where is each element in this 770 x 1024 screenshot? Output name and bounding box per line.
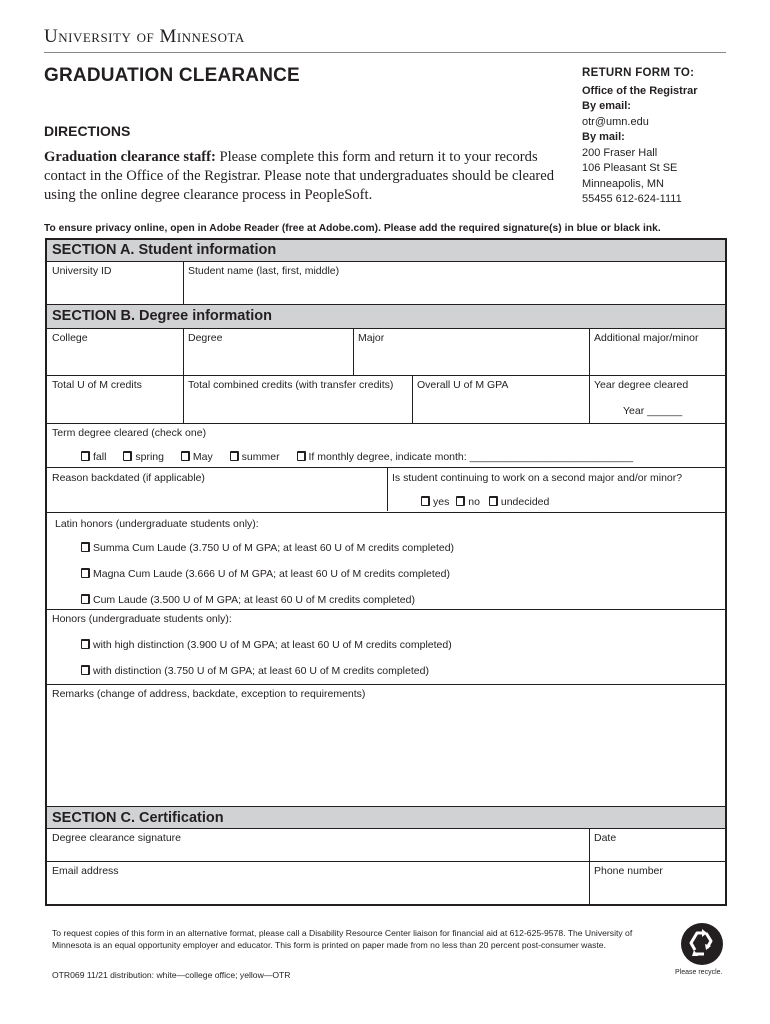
divider: [47, 423, 725, 424]
by-mail-label: By mail:: [582, 131, 625, 143]
remarks-field[interactable]: Remarks (change of address, backdate, exception to requirements): [52, 688, 366, 700]
term-fall-option[interactable]: [81, 451, 106, 463]
header-rule: [44, 52, 726, 53]
privacy-note: To ensure privacy online, open in Adobe Reader (free at Adobe.com). Please add the required signature(s) in blue or black ink.: [44, 223, 661, 234]
summa-label: Summa Cum Laude (3.750 U of M GPA; at least 60 U of M credits completed): [93, 542, 455, 554]
reason-backdated-field[interactable]: Reason backdated (if applicable): [52, 472, 205, 484]
gpa-field[interactable]: Overall U of M GPA: [417, 379, 509, 391]
checkbox-icon[interactable]: [297, 451, 306, 461]
footer-text: To request copies of this form in an alternative format, please call a Disability Resource Center liaison for financial aid at 612-625-9578. The University of Minnesota is an equal opportunity employer and educator. This form is printed on paper made from no less than 20 percent post-consumer waste.: [52, 928, 633, 951]
additional-major-field[interactable]: Additional major/minor: [594, 332, 699, 344]
term-summer-label: summer: [241, 451, 280, 463]
directions-body: Please complete this form and return it to your records contact in the Office of the Registrar. Please note that undergraduates should be cleared using the online degree clearance process in PeopleSoft.: [44, 149, 555, 203]
university-id-field[interactable]: University ID: [52, 265, 112, 277]
college-field[interactable]: College: [52, 332, 88, 344]
continuing-yes-label: yes: [433, 496, 450, 508]
checkbox-icon[interactable]: [81, 451, 90, 461]
combined-credits-field[interactable]: Total combined credits (with transfer credits): [188, 379, 394, 391]
section-b-header: SECTION B. Degree information: [47, 305, 725, 329]
address-line-1: 200 Fraser Hall: [582, 146, 658, 159]
checkbox-icon[interactable]: [81, 568, 90, 578]
divider: [47, 609, 725, 610]
directions-heading: DIRECTIONS: [44, 123, 131, 139]
section-c-header: SECTION C. Certification: [47, 807, 725, 829]
checkbox-icon[interactable]: [81, 665, 90, 675]
term-label: Term degree cleared (check one): [52, 427, 207, 439]
cum-laude-option[interactable]: [81, 594, 415, 606]
clearance-form: [45, 238, 727, 906]
distinction-option[interactable]: [81, 665, 429, 677]
continuing-undecided-option[interactable]: [489, 496, 549, 508]
year-blank[interactable]: Year ______: [623, 405, 683, 417]
term-spring-label: spring: [135, 451, 164, 463]
return-address: [582, 66, 698, 208]
term-monthly-label: If monthly degree, indicate month: ____________________________: [308, 451, 634, 463]
directions-text: [44, 148, 564, 205]
degree-field[interactable]: Degree: [188, 332, 223, 344]
phone-field[interactable]: Phone number: [594, 865, 663, 877]
checkbox-icon[interactable]: [123, 451, 132, 461]
checkbox-icon[interactable]: [181, 451, 190, 461]
checkbox-icon[interactable]: [81, 542, 90, 552]
return-email[interactable]: otr@umn.edu: [582, 115, 649, 128]
term-fall-label: fall: [93, 451, 107, 463]
address-line-3: Minneapolis, MN: [582, 177, 664, 190]
continuing-yes-option[interactable]: [421, 496, 449, 508]
email-field[interactable]: Email address: [52, 865, 119, 877]
major-field[interactable]: Major: [358, 332, 385, 344]
cum-laude-label: Cum Laude (3.500 U of M GPA; at least 60 U of M credits completed): [93, 594, 415, 606]
summa-option[interactable]: [81, 542, 454, 554]
year-cleared-field[interactable]: Year degree cleared: [594, 379, 689, 391]
high-distinction-option[interactable]: [81, 639, 452, 651]
directions-lead: Graduation clearance staff:: [44, 149, 216, 165]
latin-honors-label: Latin honors (undergraduate students only):: [55, 518, 259, 530]
checkbox-icon[interactable]: [456, 496, 465, 506]
term-may-option[interactable]: [181, 451, 213, 463]
term-summer-option[interactable]: [230, 451, 280, 463]
divider: [387, 467, 388, 511]
checkbox-icon[interactable]: [81, 639, 90, 649]
recycle-label: Please recycle.: [675, 969, 723, 976]
student-name-field[interactable]: Student name (last, first, middle): [188, 265, 340, 277]
return-office: Office of the Registrar: [582, 84, 698, 97]
continuing-options: [421, 496, 549, 508]
divider: [47, 467, 725, 468]
address-line-2: 106 Pleasant St SE: [582, 162, 678, 174]
term-spring-option[interactable]: [123, 451, 164, 463]
return-label: RETURN FORM TO:: [582, 67, 695, 79]
university-name: University of Minnesota: [44, 26, 245, 47]
checkbox-icon[interactable]: [81, 594, 90, 604]
continuing-undecided-label: undecided: [500, 496, 550, 508]
total-credits-field[interactable]: Total U of M credits: [52, 379, 142, 391]
high-distinction-label: with high distinction (3.900 U of M GPA; at least 60 U of M credits completed): [93, 639, 452, 651]
by-email-label: By email:: [582, 100, 631, 112]
magna-label: Magna Cum Laude (3.666 U of M GPA; at least 60 U of M credits completed): [93, 568, 450, 580]
date-field[interactable]: Date: [594, 832, 617, 844]
form-code: OTR069 11/21 distribution: white—college office; yellow—OTR: [52, 970, 291, 980]
honors-label: Honors (undergraduate students only):: [52, 613, 232, 625]
form-title: GRADUATION CLEARANCE: [44, 65, 300, 86]
term-may-label: May: [192, 451, 213, 463]
distinction-label: with distinction (3.750 U of M GPA; at least 60 U of M credits completed): [93, 665, 429, 677]
term-options: [81, 451, 633, 463]
checkbox-icon[interactable]: [421, 496, 430, 506]
address-line-4: 55455 612-624-1111: [582, 193, 682, 205]
continuing-no-label: no: [468, 496, 480, 508]
continuing-no-option[interactable]: [456, 496, 480, 508]
term-monthly-option[interactable]: [297, 451, 634, 463]
signature-field[interactable]: Degree clearance signature: [52, 832, 181, 844]
recycle-icon: [680, 922, 724, 966]
section-a-header: SECTION A. Student information: [47, 240, 725, 262]
divider: [47, 512, 725, 513]
checkbox-icon[interactable]: [230, 451, 239, 461]
checkbox-icon[interactable]: [489, 496, 498, 506]
continuing-question: Is student continuing to work on a second major and/or minor?: [392, 472, 683, 484]
magna-option[interactable]: [81, 568, 450, 580]
